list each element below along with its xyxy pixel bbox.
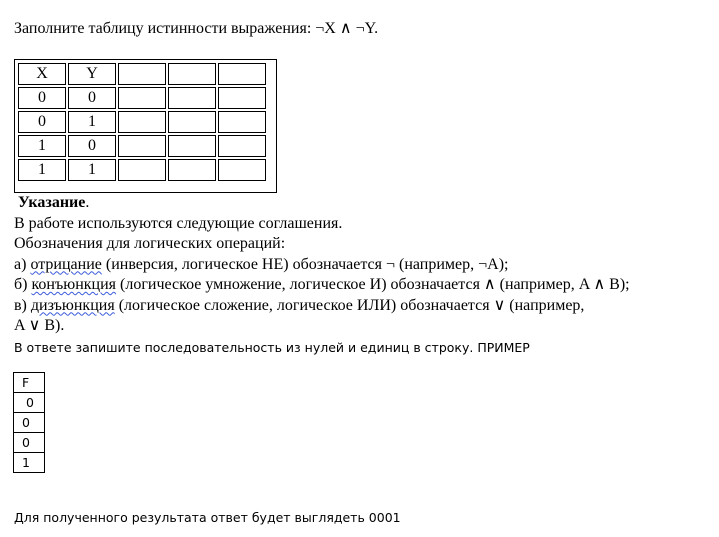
term-negation: отрицание (30, 255, 102, 273)
example-table (13, 372, 45, 473)
answer-instruction: В ответе запишите последовательность из нулей и единиц в строку. ПРИМЕР (14, 340, 530, 355)
example-cell: 0 (14, 413, 45, 433)
example-cell: 0 (14, 433, 45, 453)
empty-cell[interactable] (118, 159, 166, 181)
term-disjunction: дизъюнкция (30, 296, 115, 314)
cell-y: 0 (68, 87, 116, 109)
instructions-title: Указание (18, 194, 86, 211)
table-row (14, 413, 45, 433)
cell-x: 1 (18, 159, 66, 181)
example-cell: 1 (14, 453, 45, 473)
table-row (18, 87, 266, 109)
operation-item-conjunction (14, 275, 630, 296)
item-text: (логическое сложение, логическое ИЛИ) обозначается ∨ (например, (114, 296, 585, 314)
example-cell: 0 (14, 393, 45, 413)
empty-cell[interactable] (218, 159, 266, 181)
empty-cell[interactable] (168, 135, 216, 157)
header-empty-cell[interactable] (218, 63, 266, 85)
header-empty-cell[interactable] (118, 63, 166, 85)
item-prefix: а) (14, 255, 31, 273)
empty-cell[interactable] (118, 135, 166, 157)
table-row (14, 393, 45, 413)
empty-cell[interactable] (118, 87, 166, 109)
cell-y: 0 (68, 135, 116, 157)
truth-table (14, 59, 277, 193)
result-example-note: Для полученного результата ответ будет выглядеть 0001 (14, 510, 401, 525)
operation-item-disjunction (14, 296, 630, 317)
empty-cell[interactable] (168, 159, 216, 181)
operation-item-disjunction-cont: A ∨ B). (14, 317, 65, 334)
cell-x: 0 (18, 111, 66, 133)
cell-x: 1 (18, 135, 66, 157)
item-text: (инверсия, логическое НЕ) обозначается ¬ (например, ¬A); (101, 255, 509, 273)
instructions-title-period: . (85, 194, 90, 211)
conventions-line: В работе используются следующие соглашения. (14, 214, 343, 232)
empty-cell[interactable] (168, 111, 216, 133)
term-conjunction: конъюнкция (31, 276, 117, 293)
table-row (18, 111, 266, 133)
empty-cell[interactable] (218, 135, 266, 157)
table-row (14, 453, 45, 473)
cell-y: 1 (68, 111, 116, 133)
instructions (14, 193, 630, 337)
table-row (18, 135, 266, 157)
empty-cell[interactable] (118, 111, 166, 133)
header-y: Y (68, 63, 116, 85)
table-row (14, 433, 45, 453)
cell-y: 1 (68, 159, 116, 181)
table-row (18, 159, 266, 181)
header-empty-cell[interactable] (168, 63, 216, 85)
example-header-f: F (14, 373, 45, 393)
item-text: (логическое умножение, логическое И) обозначается ∧ (например, A ∧ B); (116, 276, 630, 293)
instructions-title-line (14, 193, 630, 214)
table-header-row (18, 63, 266, 85)
operation-item-negation (14, 255, 630, 276)
table-row (14, 373, 45, 393)
item-prefix: б) (14, 276, 32, 293)
empty-cell[interactable] (218, 87, 266, 109)
operations-heading: Обозначения для логических операций: (14, 235, 286, 252)
empty-cell[interactable] (218, 111, 266, 133)
item-prefix: в) (14, 296, 31, 314)
cell-x: 0 (18, 87, 66, 109)
header-x: X (18, 63, 66, 85)
empty-cell[interactable] (168, 87, 216, 109)
task-statement: Заполните таблицу истинности выражения: ¬X ∧ ¬Y. (14, 20, 379, 37)
